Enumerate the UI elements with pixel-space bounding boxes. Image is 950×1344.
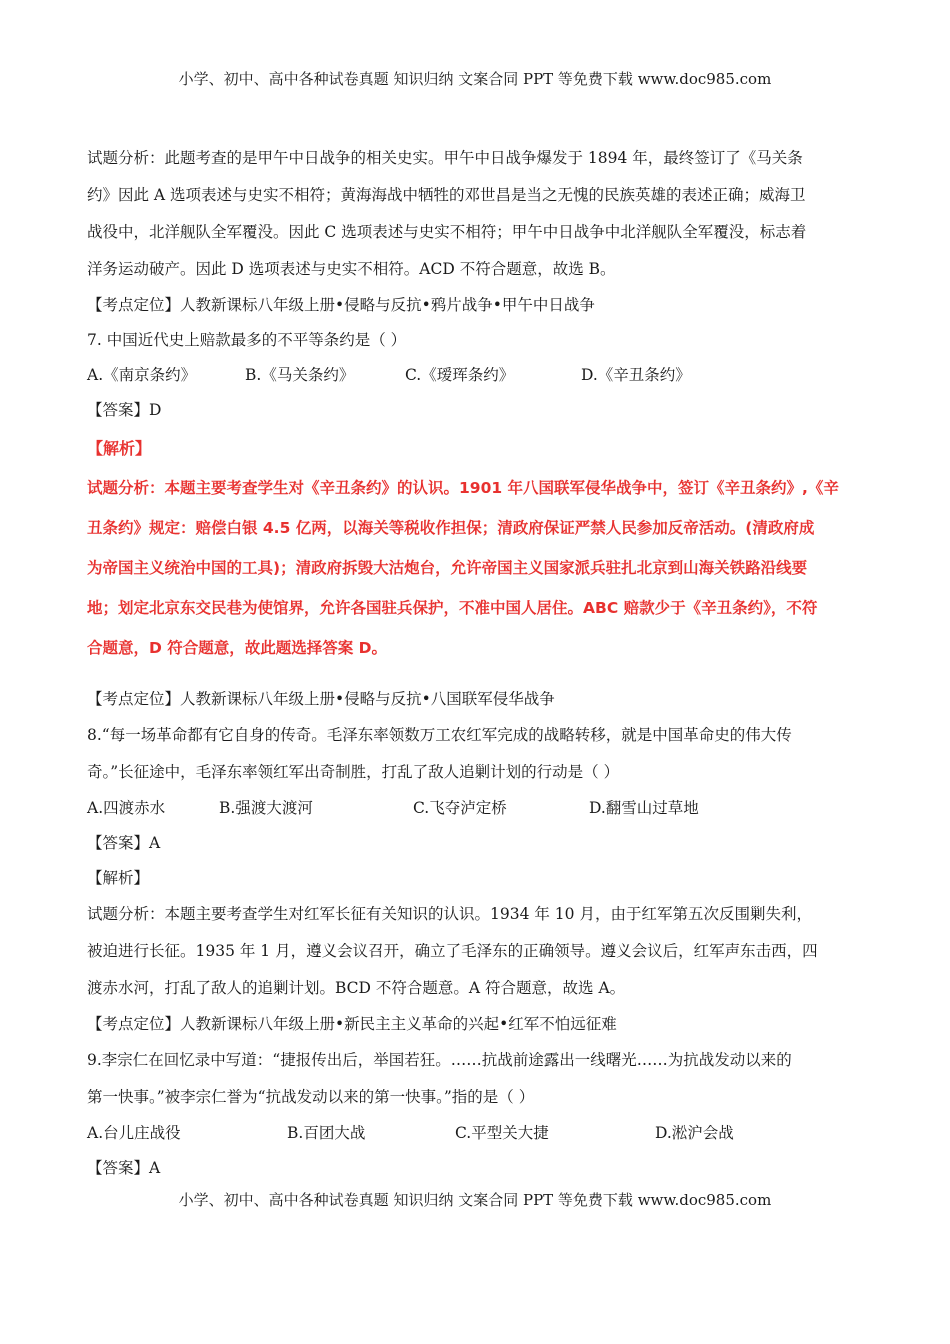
option-b: B.百团大战 (287, 1124, 366, 1142)
analysis-line: 合题意，D 符合题意，故此题选择答案 D。 (87, 639, 388, 657)
q9-stem-line: 第一快事。”被李宗仁誉为“抗战发动以来的第一快事。”指的是（ ） (87, 1088, 535, 1106)
page-header: 小学、初中、高中各种试卷真题 知识归纳 文案合同 PPT 等免费下载 www.doc985.com (178, 70, 772, 88)
analysis-line: 试题分析：此题考查的是甲午中日战争的相关史实。甲午中日战争爆发于 1894 年，最终签订了《马关条 (87, 149, 803, 167)
analysis-line: 渡赤水河，打乱了敌人的追剿计划。BCD 不符合题意。A 符合题意，故选 A。 (87, 979, 626, 997)
q7-analysis (87, 430, 877, 668)
analysis-line: 地；划定北京东交民巷为使馆界，允许各国驻兵保护，不准中国人居住。ABC 赔款少于《辛丑条约》，不符 (87, 599, 818, 617)
option-d: D.《辛丑条约》 (581, 366, 691, 384)
q7-stem: 7. 中国近代史上赔款最多的不平等条约是（ ） (87, 331, 407, 349)
q7-knowledge-point: 【考点定位】人教新课标八年级上册•侵略与反抗•八国联军侵华战争 (87, 690, 555, 708)
q9-options (87, 1116, 877, 1151)
analysis-line: 试题分析：本题主要考查学生对《辛丑条约》的认识。1901 年八国联军侵华战争中，签订《辛丑条约》,《辛 (87, 479, 839, 497)
analysis-line: 洋务运动破产。因此 D 选项表述与史实不相符。ACD 不符合题意，故选 B。 (87, 260, 616, 278)
option-b: B.强渡大渡河 (219, 799, 313, 817)
document-body (87, 140, 877, 1186)
option-a: A.四渡赤水 (87, 799, 166, 817)
q6-analysis (87, 140, 877, 288)
q7-answer: 【答案】D (87, 401, 162, 419)
option-c: C.飞夺泸定桥 (413, 799, 507, 817)
page-footer: 小学、初中、高中各种试卷真题 知识归纳 文案合同 PPT 等免费下载 www.doc985.com (178, 1191, 772, 1209)
q8-knowledge-point: 【考点定位】人教新课标八年级上册•新民主主义革命的兴起•红军不怕远征难 (87, 1015, 617, 1033)
option-c: C.《瑷珲条约》 (405, 366, 515, 384)
analysis-line: 战役中，北洋舰队全军覆没。因此 C 选项表述与史实不相符；甲午中日战争中北洋舰队全军覆没，标志着 (87, 223, 807, 241)
option-a: A.台儿庄战役 (87, 1124, 181, 1142)
option-b: B.《马关条约》 (245, 366, 355, 384)
option-c: C.平型关大捷 (455, 1124, 549, 1142)
analysis-line: 为帝国主义统治中国的工具)；清政府拆毁大沽炮台，允许帝国主义国家派兵驻扎北京到山海关铁路沿线要 (87, 559, 808, 577)
analysis-title: 【解析】 (87, 439, 152, 458)
q9-answer: 【答案】A (87, 1159, 161, 1177)
option-d: D.淞沪会战 (655, 1124, 734, 1142)
analysis-line: 被迫进行长征。1935 年 1 月，遵义会议召开，确立了毛泽东的正确领导。遵义会议后，红军声东击西，四 (87, 942, 818, 960)
q6-knowledge-point: 【考点定位】人教新课标八年级上册•侵略与反抗•鸦片战争•甲午中日战争 (87, 296, 595, 314)
q8-answer: 【答案】A (87, 834, 161, 852)
q8-options (87, 791, 877, 826)
analysis-line: 丑条约》规定：赔偿白银 4.5 亿两，以海关等税收作担保；清政府保证严禁人民参加反帝活动。(清政府成 (87, 519, 815, 537)
analysis-line: 约》因此 A 选项表述与史实不相符；黄海海战中牺牲的邓世昌是当之无愧的民族英雄的表述正确；威海卫 (87, 186, 806, 204)
q8-stem-line: 奇。”长征途中，毛泽东率领红军出奇制胜，打乱了敌人追剿计划的行动是（ ） (87, 763, 620, 781)
option-a: A.《南京条约》 (87, 366, 197, 384)
analysis-line: 试题分析：本题主要考查学生对红军长征有关知识的认识。1934 年 10 月，由于红军第五次反围剿失利， (87, 905, 812, 923)
q7-options (87, 358, 877, 393)
option-d: D.翻雪山过草地 (589, 799, 699, 817)
q8-analysis-title: 【解析】 (87, 869, 150, 887)
q8-stem-line: 8.“每一场革命都有它自身的传奇。毛泽东率领数万工农红军完成的战略转移，就是中国革命史的伟大传 (87, 726, 792, 744)
q9-stem-line: 9.李宗仁在回忆录中写道：“捷报传出后，举国若狂。……抗战前途露出一线曙光……为抗战发动以来的 (87, 1051, 792, 1069)
